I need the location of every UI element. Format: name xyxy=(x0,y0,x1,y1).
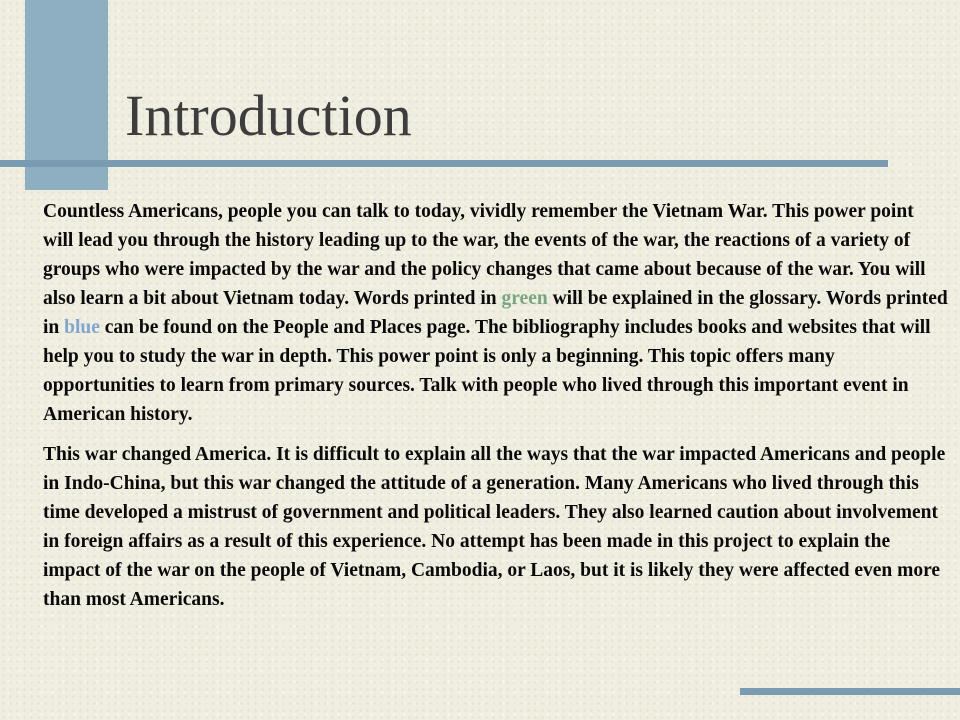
slide-title: Introduction xyxy=(125,83,412,148)
paragraph-2: This war changed America. It is difficult to explain all the ways that the war impacted Americans and people in Indo-China, but this war changed the attitude of a generation. Many Americans who lived through this time developed a mistrust of government and political leaders. They also learned caution about involvement in foreign affairs as a result of this experience. No attempt has been made in this project to explain the impact of the war on the people of Vietnam, Cambodia, or Laos, but it is likely they were affected even more than most Americans. xyxy=(43,444,946,610)
slide-body xyxy=(43,197,948,625)
paragraph-1-part-2: will be explained in the glossary. Words printed in xyxy=(43,288,948,338)
blue-keyword: blue xyxy=(64,317,100,338)
bottom-right-accent-bar xyxy=(740,688,960,695)
paragraph-1-part-3: can be found on the People and Places page. The bibliography includes books and websites that will help you to study the war in depth. This power point is only a beginning. This topic offers many opportunities to learn from primary sources. Talk with people who lived through this important event in American history. xyxy=(43,317,931,425)
paragraph-1-part-1: Countless Americans, people you can talk to today, vividly remember the Vietnam War. This power point will lead you through the history leading up to the war, the events of the war, the reactions of a variety of groups who were impacted by the war and the policy changes that came about because of the war. You will also learn a bit about Vietnam today. Words printed in xyxy=(43,201,926,309)
green-keyword: green xyxy=(501,288,548,309)
paragraph-1 xyxy=(43,197,948,429)
title-underline-bar xyxy=(0,160,888,167)
